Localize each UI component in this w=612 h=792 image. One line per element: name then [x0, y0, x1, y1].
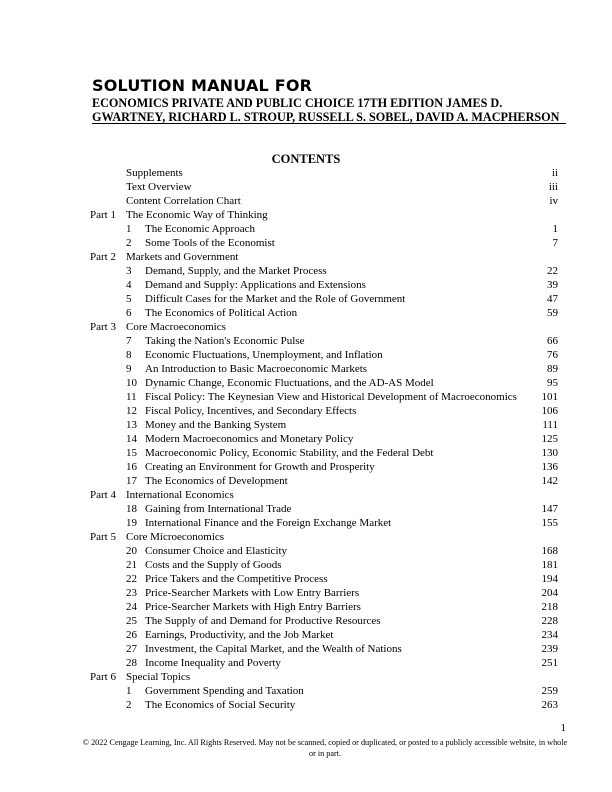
- toc-row: [0, 558, 612, 572]
- toc-chapter-number: 14: [126, 433, 137, 445]
- toc-entry-title: Supplements: [126, 167, 183, 179]
- toc-entry-title: The Supply of and Demand for Productive Resources: [145, 615, 381, 627]
- table-of-contents: [0, 166, 612, 712]
- toc-entry-title: Modern Macroeconomics and Monetary Policy: [145, 433, 354, 445]
- toc-row: [0, 180, 612, 194]
- toc-chapter-number: 3: [126, 265, 132, 277]
- toc-entry-title: Creating an Environment for Growth and Prosperity: [145, 461, 375, 473]
- toc-page-number: 66: [547, 335, 558, 347]
- toc-chapter-number: 10: [126, 377, 137, 389]
- toc-page-number: 142: [541, 475, 558, 487]
- toc-entry-title: Fiscal Policy: The Keynesian View and Historical Development of Macroeconomics: [145, 391, 517, 403]
- toc-entry-title: Consumer Choice and Elasticity: [145, 545, 288, 557]
- toc-row: [0, 656, 612, 670]
- page-number: 1: [560, 722, 566, 734]
- toc-part-label: Part 4: [90, 489, 116, 501]
- toc-entry-title: Demand, Supply, and the Market Process: [145, 265, 327, 277]
- toc-row: [0, 236, 612, 250]
- toc-page-number: 95: [547, 377, 558, 389]
- toc-page-number: 89: [547, 363, 558, 375]
- toc-page-number: iv: [549, 195, 558, 207]
- toc-entry-title: Economic Fluctuations, Unemployment, and Inflation: [145, 349, 383, 361]
- toc-entry-title: Price-Searcher Markets with High Entry Barriers: [145, 601, 361, 613]
- toc-part-label: Part 1: [90, 209, 116, 221]
- toc-page-number: 1: [552, 223, 558, 235]
- toc-part-label: Part 5: [90, 531, 116, 543]
- toc-row: [0, 390, 612, 404]
- toc-chapter-number: 13: [126, 419, 137, 431]
- toc-row: [0, 516, 612, 530]
- toc-entry-title: Text Overview: [126, 181, 192, 193]
- toc-page-number: 130: [541, 447, 558, 459]
- toc-page-number: 263: [541, 699, 558, 711]
- toc-row: [0, 684, 612, 698]
- toc-row: [0, 572, 612, 586]
- toc-part-label: Part 6: [90, 671, 116, 683]
- toc-row: [0, 334, 612, 348]
- toc-chapter-number: 22: [126, 573, 137, 585]
- toc-chapter-number: 25: [126, 615, 137, 627]
- toc-page-number: 147: [541, 503, 558, 515]
- toc-row: [0, 166, 612, 180]
- toc-chapter-number: 7: [126, 335, 132, 347]
- toc-chapter-number: 6: [126, 307, 132, 319]
- toc-page-number: 106: [541, 405, 558, 417]
- copyright-footer: © 2022 Cengage Learning, Inc. All Rights Reserved. May not be scanned, copied or duplicated, or posted to a publicly accessible website, in whole or in part.: [82, 738, 568, 758]
- toc-row: [0, 488, 612, 502]
- toc-chapter-number: 15: [126, 447, 137, 459]
- toc-page-number: 22: [547, 265, 558, 277]
- toc-chapter-number: 2: [126, 699, 132, 711]
- toc-entry-title: Core Microeconomics: [126, 531, 225, 543]
- toc-row: [0, 502, 612, 516]
- toc-page-number: iii: [548, 181, 558, 193]
- toc-row: [0, 208, 612, 222]
- toc-chapter-number: 11: [126, 391, 137, 403]
- toc-page-number: 234: [541, 629, 558, 641]
- toc-entry-title: The Economics of Development: [145, 475, 288, 487]
- toc-page-number: 228: [541, 615, 558, 627]
- toc-chapter-number: 5: [126, 293, 132, 305]
- toc-page-number: 39: [547, 279, 558, 291]
- toc-entry-title: Macroeconomic Policy, Economic Stability, and the Federal Debt: [145, 447, 434, 459]
- toc-row: [0, 292, 612, 306]
- document-banner-title: SOLUTION MANUAL FOR: [92, 76, 313, 95]
- toc-row: [0, 306, 612, 320]
- toc-page-number: 168: [541, 545, 558, 557]
- toc-entry-title: Content Correlation Chart: [126, 195, 241, 207]
- toc-entry-title: Government Spending and Taxation: [145, 685, 304, 697]
- toc-page-number: 155: [541, 517, 558, 529]
- toc-page-number: 125: [541, 433, 558, 445]
- toc-row: [0, 320, 612, 334]
- toc-row: [0, 600, 612, 614]
- toc-page-number: 259: [541, 685, 558, 697]
- toc-page-number: 47: [547, 293, 558, 305]
- toc-page-number: 251: [541, 657, 558, 669]
- toc-entry-title: Special Topics: [126, 671, 191, 683]
- toc-chapter-number: 17: [126, 475, 137, 487]
- toc-row: [0, 628, 612, 642]
- toc-chapter-number: 16: [126, 461, 137, 473]
- toc-entry-title: Income Inequality and Poverty: [145, 657, 281, 669]
- toc-row: [0, 348, 612, 362]
- toc-row: [0, 376, 612, 390]
- toc-chapter-number: 28: [126, 657, 137, 669]
- toc-row: [0, 586, 612, 600]
- toc-chapter-number: 2: [126, 237, 132, 249]
- toc-entry-title: Core Macroeconomics: [126, 321, 226, 333]
- toc-page-number: 181: [541, 559, 558, 571]
- toc-chapter-number: 27: [126, 643, 137, 655]
- toc-entry-title: International Economics: [126, 489, 234, 501]
- toc-page-number: 194: [541, 573, 558, 585]
- toc-entry-title: Fiscal Policy, Incentives, and Secondary Effects: [145, 405, 357, 417]
- toc-page-number: 239: [541, 643, 558, 655]
- toc-row: [0, 264, 612, 278]
- toc-chapter-number: 21: [126, 559, 137, 571]
- toc-entry-title: An Introduction to Basic Macroeconomic Markets: [145, 363, 368, 375]
- toc-row: [0, 194, 612, 208]
- toc-page-number: 204: [541, 587, 558, 599]
- toc-chapter-number: 18: [126, 503, 137, 515]
- toc-entry-title: Earnings, Productivity, and the Job Market: [145, 629, 334, 641]
- toc-entry-title: Investment, the Capital Market, and the Wealth of Nations: [145, 643, 402, 655]
- toc-entry-title: Price-Searcher Markets with Low Entry Barriers: [145, 587, 360, 599]
- toc-row: [0, 278, 612, 292]
- toc-page-number: ii: [551, 167, 558, 179]
- toc-entry-title: Costs and the Supply of Goods: [145, 559, 282, 571]
- toc-row: [0, 530, 612, 544]
- contents-heading: CONTENTS: [271, 152, 341, 166]
- toc-chapter-number: 20: [126, 545, 137, 557]
- toc-entry-title: International Finance and the Foreign Exchange Market: [145, 517, 392, 529]
- toc-row: [0, 222, 612, 236]
- toc-page-number: 111: [542, 419, 558, 431]
- toc-row: [0, 250, 612, 264]
- toc-chapter-number: 8: [126, 349, 132, 361]
- toc-row: [0, 474, 612, 488]
- toc-page-number: 136: [541, 461, 558, 473]
- toc-entry-title: Dynamic Change, Economic Fluctuations, and the AD-AS Model: [145, 377, 434, 389]
- toc-page-number: 101: [541, 391, 558, 403]
- toc-page-number: 59: [547, 307, 558, 319]
- toc-entry-title: Price Takers and the Competitive Process: [145, 573, 328, 585]
- toc-entry-title: Money and the Banking System: [145, 419, 287, 431]
- toc-row: [0, 544, 612, 558]
- toc-entry-title: The Economics of Social Security: [145, 699, 296, 711]
- toc-entry-title: Demand and Supply: Applications and Extensions: [145, 279, 366, 291]
- toc-row: [0, 460, 612, 474]
- toc-entry-title: Difficult Cases for the Market and the Role of Government: [145, 293, 406, 305]
- toc-entry-title: The Economics of Political Action: [145, 307, 298, 319]
- toc-entry-title: Markets and Government: [126, 251, 239, 263]
- toc-chapter-number: 9: [126, 363, 132, 375]
- header-divider: [92, 123, 566, 124]
- toc-entry-title: The Economic Way of Thinking: [126, 209, 268, 221]
- toc-row: [0, 446, 612, 460]
- toc-chapter-number: 4: [126, 279, 132, 291]
- toc-row: [0, 362, 612, 376]
- toc-entry-title: Gaining from International Trade: [145, 503, 292, 515]
- toc-row: [0, 614, 612, 628]
- toc-page-number: 76: [547, 349, 558, 361]
- toc-part-label: Part 3: [90, 321, 116, 333]
- toc-chapter-number: 24: [126, 601, 137, 613]
- toc-entry-title: Some Tools of the Economist: [145, 237, 275, 249]
- toc-page-number: 218: [541, 601, 558, 613]
- toc-chapter-number: 1: [126, 223, 132, 235]
- toc-chapter-number: 12: [126, 405, 137, 417]
- toc-part-label: Part 2: [90, 251, 116, 263]
- toc-row: [0, 698, 612, 712]
- toc-row: [0, 418, 612, 432]
- toc-chapter-number: 26: [126, 629, 137, 641]
- toc-chapter-number: 23: [126, 587, 137, 599]
- toc-entry-title: Taking the Nation's Economic Pulse: [145, 335, 305, 347]
- toc-row: [0, 670, 612, 684]
- toc-page-number: 7: [552, 237, 558, 249]
- toc-chapter-number: 1: [126, 685, 132, 697]
- toc-entry-title: The Economic Approach: [145, 223, 255, 235]
- toc-row: [0, 642, 612, 656]
- toc-row: [0, 432, 612, 446]
- toc-chapter-number: 19: [126, 517, 137, 529]
- toc-row: [0, 404, 612, 418]
- document-subtitle: ECONOMICS PRIVATE AND PUBLIC CHOICE 17TH EDITION JAMES D. GWARTNEY, RICHARD L. STROUP, RUSSELL S. SOBEL, DAVID A. MACPHERSON: [92, 96, 560, 124]
